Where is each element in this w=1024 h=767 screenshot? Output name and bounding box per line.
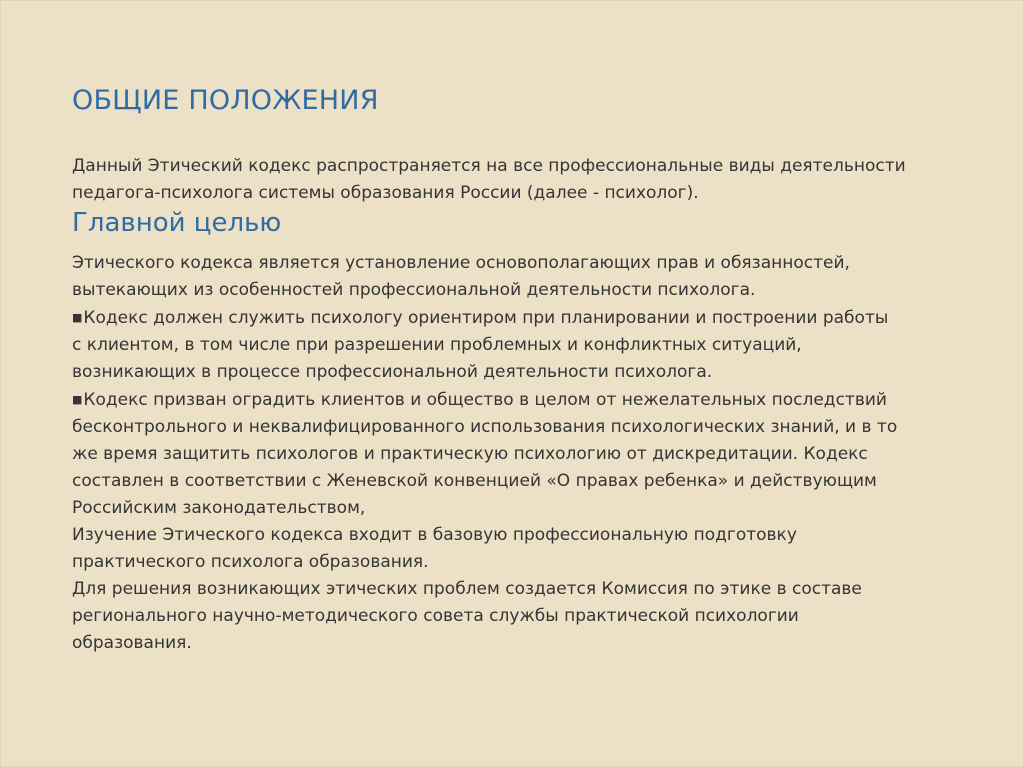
body-line-text: Кодекс должен служить психологу ориентиром при планировании и построении работы [83, 308, 889, 328]
body-paragraph [72, 250, 962, 657]
intro-line: Данный Этический кодекс распространяется на все профессиональные виды деятельности [72, 156, 906, 176]
body-line: практического психолога образования. [72, 552, 429, 572]
body-line: Российским законодательством, [72, 498, 366, 518]
body-line: же время защитить психологов и практическую психологию от дискредитации. Кодекс [72, 444, 868, 464]
body-line: с клиентом, в том числе при разрешении проблемных и конфликтных ситуаций, [72, 335, 802, 355]
body-line: вытекающих из особенностей профессиональной деятельности психолога. [72, 280, 756, 300]
body-line: образования. [72, 633, 192, 653]
intro-paragraph [72, 153, 962, 207]
body-line: Для решения возникающих этических проблем создается Комиссия по этике в составе [72, 579, 862, 599]
bullet-line [72, 386, 962, 414]
square-bullet-icon: ■ [72, 311, 83, 324]
bullet-line [72, 304, 962, 332]
body-line: Изучение Этического кодекса входит в базовую профессиональную подготовку [72, 525, 797, 545]
body-line: составлен в соответствии с Женевской конвенцией «О правах ребенка» и действующим [72, 471, 877, 491]
body-line: возникающих в процессе профессиональной деятельности психолога. [72, 362, 713, 382]
body-line-text: Кодекс призван оградить клиентов и общество в целом от нежелательных последствий [83, 390, 887, 410]
slide-title: ОБЩИЕ ПОЛОЖЕНИЯ [72, 85, 379, 116]
intro-line: педагога-психолога системы образования России (далее - психолог). [72, 183, 699, 203]
goal-heading: Главной целью [72, 208, 282, 238]
body-line: Этического кодекса является установление основополагающих прав и обязанностей, [72, 253, 850, 273]
body-line: регионального научно-методического совета службы практической психологии [72, 606, 799, 626]
body-line: бесконтрольного и неквалифицированного использования психологических знаний, и в то [72, 417, 898, 437]
square-bullet-icon: ■ [72, 393, 83, 406]
